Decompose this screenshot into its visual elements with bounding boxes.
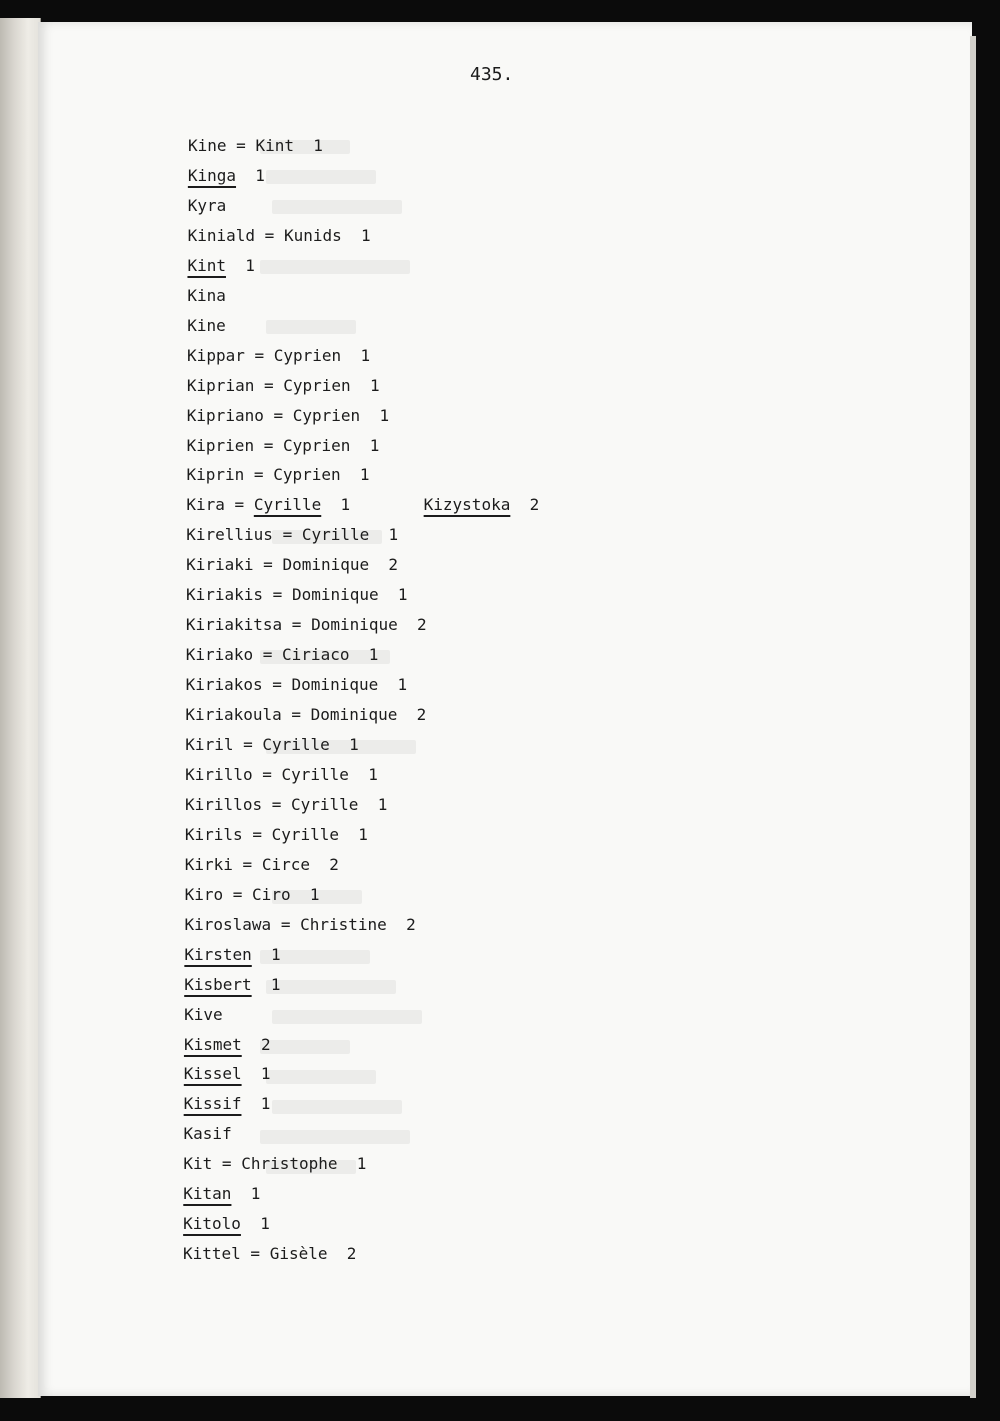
entry-count: 1 [255, 165, 265, 185]
entry-count: 1 [358, 824, 368, 844]
list-item [184, 1094, 271, 1114]
entry-count: 1 [340, 495, 351, 515]
entry-equivalent: Christophe [241, 1154, 338, 1174]
list-item: Kine = Kint 1 [188, 136, 323, 155]
entry-equivalent: Cyrille [253, 495, 322, 515]
show-through-mark [266, 320, 356, 334]
entry-name: Kirsten [184, 944, 252, 964]
entry-name: Kine [187, 315, 226, 335]
entry-name: Kiril [185, 735, 234, 754]
list-item: Kiril = Cyrille 1 [185, 735, 359, 754]
list-item [187, 316, 226, 336]
entry-name: Kirils [184, 824, 243, 844]
entry-name: Kirillos [185, 794, 263, 814]
entry-name: Kiriakitsa [185, 615, 283, 635]
entry-count: 1 [360, 345, 371, 365]
entry-count: 2 [417, 615, 427, 635]
entry-equivalent: Gisèle [269, 1244, 328, 1264]
list-item [188, 196, 227, 216]
entry-name: Kitolo [183, 1214, 241, 1234]
entry-name: Kizystoka [423, 495, 511, 515]
entry-count: 1 [361, 225, 371, 245]
entry-count: 2 [388, 555, 399, 575]
entry-name: Kiro [184, 884, 224, 904]
entry-count: 2 [329, 854, 339, 874]
list-item [183, 1214, 270, 1234]
list-item: Kirki = Circe 2 [184, 854, 339, 874]
entry-name: Kiriakoula [185, 705, 282, 725]
entry-equivalent: Dominique [291, 675, 379, 695]
list-item [184, 975, 280, 995]
entry-count: 1 [260, 1094, 271, 1114]
entry-count: 1 [368, 764, 378, 784]
entry-equivalent: Dominique [311, 615, 398, 635]
entry-count: 1 [260, 1064, 271, 1084]
entry-name: Kira [186, 495, 225, 515]
entry-equivalent: Cyprien [282, 435, 351, 455]
list-item: Kirillo = Cyrille 1 [185, 764, 378, 784]
entry-equivalent: Cyrille [262, 735, 330, 754]
entry-count: 1 [359, 465, 370, 485]
entry-count: 1 [377, 794, 388, 814]
entry-name: Kyra [187, 195, 227, 215]
show-through-mark [260, 1040, 350, 1054]
entry-name: Kine [188, 136, 227, 155]
entry-count: 1 [379, 405, 390, 425]
entry-name: Kiriaki [186, 555, 254, 575]
list-item: Kirillos = Cyrille 1 [185, 794, 388, 814]
entry-name: Kit [183, 1154, 213, 1174]
entry-name: Kint [187, 255, 226, 275]
entry-count: 1 [369, 375, 380, 395]
entry-equivalent: Cyrille [290, 794, 359, 814]
entry-name: Kiprien [186, 435, 255, 455]
list-item [184, 1124, 232, 1144]
list-item: Kiriakoula = Dominique 2 [185, 705, 427, 725]
list-item [184, 1035, 271, 1055]
show-through-mark [266, 1070, 376, 1084]
list-item [184, 1005, 223, 1025]
list-item: Kiriaki = Dominique 2 [186, 555, 399, 575]
entry-equivalent: Cyrille [281, 764, 349, 784]
show-through-mark [266, 980, 396, 994]
entry-equivalent: Dominique [291, 585, 379, 605]
entry-name: Kismet [183, 1034, 242, 1054]
list-item: Kiprin = Cyprien 1 [186, 465, 370, 485]
show-through-mark [266, 170, 376, 184]
page-sheet [38, 22, 972, 1396]
entry-equivalent: Ciriaco [282, 645, 350, 665]
entry-equivalent: Dominique [310, 705, 398, 725]
entry-count: 1 [349, 735, 359, 754]
entry-count: 1 [271, 944, 281, 964]
entry-equivalent: Christine [300, 914, 387, 934]
entry-count: 1 [369, 435, 380, 455]
entry-equivalent: Dominique [282, 555, 370, 575]
entry-equivalent: Cyprien [273, 345, 342, 365]
entry-count: 1 [388, 525, 399, 545]
entry-equivalent: Kint [255, 136, 294, 155]
entry-name: Kitan [183, 1184, 232, 1204]
entry-count: 1 [356, 1154, 367, 1174]
entry-count: 2 [406, 914, 416, 934]
entry-name: Kipriano [186, 405, 264, 425]
list-item: Kiprian = Cyprien 1 [186, 375, 380, 395]
entry-equivalent: Cyrille [301, 525, 370, 545]
entry-count: 1 [270, 974, 281, 994]
entry-equivalent: Cyprien [273, 465, 341, 485]
show-through-mark [272, 200, 402, 214]
list-item: Kiprien = Cyprien 1 [186, 435, 380, 455]
list-item: Kit = Christophe 1 [183, 1154, 367, 1174]
entry-count: 1 [368, 645, 379, 665]
entry-count: 2 [261, 1034, 271, 1054]
entry-count: 1 [250, 1184, 261, 1204]
list-item: Kiriakis = Dominique 1 [185, 585, 408, 605]
entry-equivalent: Kunids [283, 225, 342, 245]
entry-equivalent: Cyprien [283, 375, 351, 395]
entry-count: 1 [309, 884, 320, 904]
entry-name: Kiroslawa [184, 914, 272, 934]
list-item: Kira = Cyrille 1 [186, 495, 351, 515]
entry-name: Kinga [187, 165, 237, 185]
entry-name: Kirillo [185, 764, 253, 784]
show-through-mark [260, 1130, 410, 1144]
entry-name: Kiprian [186, 375, 255, 395]
list-item: Kippar = Cyprien 1 [187, 345, 371, 365]
entry-name: Kiriakis [185, 585, 264, 605]
list-item: Kiroslawa = Christine 2 [184, 914, 416, 934]
entry-name: Kissel [183, 1064, 242, 1084]
left-page-edge [0, 18, 41, 1398]
show-through-mark [272, 1010, 422, 1024]
entry-count: 2 [416, 705, 427, 725]
list-item: Kirellius = Cyrille 1 [186, 525, 399, 545]
entry-name: Kiriako [185, 645, 254, 665]
entry-name: Kina [187, 285, 226, 305]
entry-count: 1 [313, 136, 323, 155]
entry-count: 1 [397, 585, 408, 605]
right-page-edge [970, 36, 976, 1398]
list-item: Kipriano = Cyprien 1 [186, 405, 390, 425]
entry-name: Kisbert [184, 974, 252, 994]
show-through-mark [260, 260, 410, 274]
list-item [187, 256, 254, 276]
list-item: Kiniald = Kunids 1 [187, 225, 371, 245]
entry-name: Kiprin [186, 465, 245, 485]
entry-name: Kippar [187, 345, 245, 365]
entry-name: Kiriakos [185, 675, 263, 695]
list-item [183, 1184, 260, 1204]
list-item [184, 1064, 271, 1084]
entry-equivalent: Cyprien [292, 405, 361, 425]
entry-equivalent: Circe [261, 854, 310, 874]
list-item: Kirils = Cyrille 1 [184, 824, 368, 844]
entry-equivalent: Cyrille [271, 824, 340, 844]
list-item: Kiro = Ciro 1 [184, 884, 320, 904]
entry-name: Kive [184, 1004, 223, 1024]
list-item [187, 286, 226, 306]
list-item [184, 945, 280, 965]
entry-name: Kittel [183, 1244, 241, 1264]
list-item: Kiriakitsa = Dominique 2 [185, 615, 427, 635]
show-through-mark [272, 1100, 402, 1114]
list-item: Kittel = Gisèle 2 [183, 1244, 357, 1264]
list-item [188, 166, 265, 186]
entry-count: 1 [397, 675, 408, 695]
page-number: 435. [470, 64, 514, 85]
entry-count: 2 [529, 495, 540, 515]
entry-name: Kasif [183, 1124, 232, 1144]
list-item: Kiriako = Ciriaco 1 [185, 645, 379, 665]
entry-count: 1 [245, 255, 255, 275]
entry-count: 1 [260, 1214, 270, 1234]
entry-name: Kirellius [186, 525, 273, 545]
entry-equivalent: Ciro [252, 884, 291, 904]
list-item: Kiriakos = Dominique 1 [185, 675, 408, 695]
entry-count: 2 [346, 1244, 357, 1264]
entry-name: Kirki [184, 854, 233, 874]
entry-name: Kiniald [187, 225, 256, 245]
list-item-extra [414, 495, 539, 515]
entry-name: Kissif [183, 1094, 242, 1114]
